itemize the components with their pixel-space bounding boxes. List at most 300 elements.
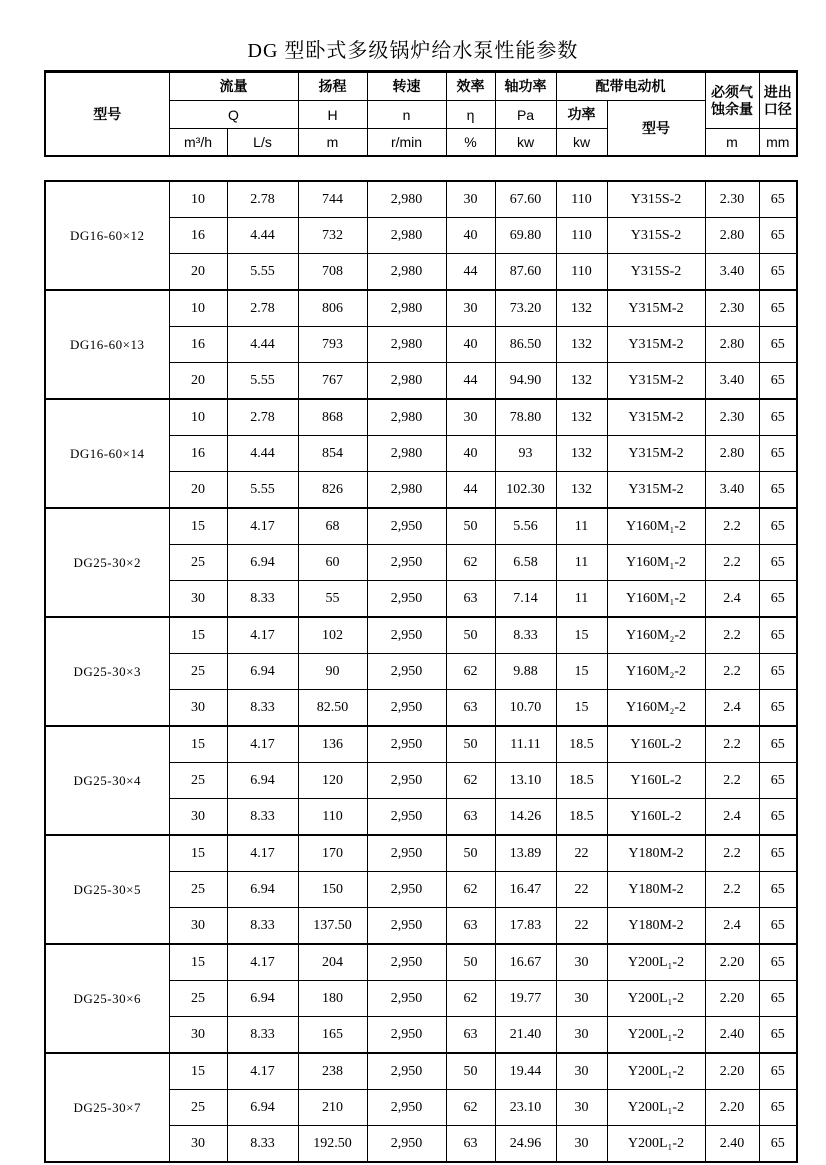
efficiency-cell: 62: [446, 654, 495, 690]
efficiency-cell: 50: [446, 726, 495, 763]
npsh-cell: 2.80: [705, 327, 759, 363]
speed-cell: 2,950: [367, 581, 446, 618]
head-cell: 210: [298, 1090, 367, 1126]
flow-ls-cell: 4.17: [227, 726, 298, 763]
efficiency-cell: 62: [446, 981, 495, 1017]
header-speed: 转速: [367, 72, 446, 101]
head-cell: 767: [298, 363, 367, 400]
flow-ls-cell: 5.55: [227, 363, 298, 400]
npsh-cell: 2.4: [705, 690, 759, 727]
port-cell: 65: [759, 763, 797, 799]
motor-power-cell: 22: [556, 872, 607, 908]
efficiency-cell: 62: [446, 872, 495, 908]
motor-model-cell: Y315M-2: [607, 363, 705, 400]
flow-ls-cell: 4.17: [227, 835, 298, 872]
npsh-cell: 2.2: [705, 654, 759, 690]
motor-power-cell: 132: [556, 327, 607, 363]
efficiency-cell: 30: [446, 399, 495, 436]
motor-power-cell: 11: [556, 545, 607, 581]
port-cell: 65: [759, 472, 797, 509]
port-cell: 65: [759, 944, 797, 981]
unit-ls: L/s: [227, 129, 298, 157]
speed-cell: 2,950: [367, 908, 446, 945]
flow-ls-cell: 8.33: [227, 581, 298, 618]
motor-power-cell: 22: [556, 908, 607, 945]
efficiency-cell: 63: [446, 908, 495, 945]
port-cell: 65: [759, 508, 797, 545]
header-npsh: [705, 72, 759, 129]
table-row: [45, 617, 797, 654]
flow-ls-cell: 6.94: [227, 981, 298, 1017]
port-cell: 65: [759, 181, 797, 218]
shaft-power-cell: 19.77: [495, 981, 556, 1017]
motor-power-cell: 132: [556, 399, 607, 436]
flow-m3h-cell: 25: [169, 872, 227, 908]
npsh-cell: 2.20: [705, 1053, 759, 1090]
table-row: [45, 944, 797, 981]
flow-ls-cell: 6.94: [227, 872, 298, 908]
head-cell: 150: [298, 872, 367, 908]
head-cell: 68: [298, 508, 367, 545]
pump-model-cell: DG25-30×2: [45, 508, 169, 617]
npsh-cell: 3.40: [705, 254, 759, 291]
port-cell: 65: [759, 1090, 797, 1126]
head-cell: 180: [298, 981, 367, 1017]
port-cell: 65: [759, 363, 797, 400]
head-cell: 793: [298, 327, 367, 363]
header-flow: 流量: [169, 72, 298, 101]
shaft-power-cell: 19.44: [495, 1053, 556, 1090]
port-cell: 65: [759, 617, 797, 654]
table-row: [45, 1053, 797, 1090]
pump-model-cell: DG25-30×6: [45, 944, 169, 1053]
body-table: [44, 180, 798, 1163]
unit-motor-kw: kw: [556, 129, 607, 157]
motor-model-cell: Y315M-2: [607, 327, 705, 363]
flow-ls-cell: 6.94: [227, 763, 298, 799]
shaft-power-cell: 94.90: [495, 363, 556, 400]
flow-m3h-cell: 25: [169, 763, 227, 799]
head-cell: 82.50: [298, 690, 367, 727]
motor-power-cell: 30: [556, 1090, 607, 1126]
efficiency-cell: 50: [446, 1053, 495, 1090]
motor-model-cell: Y160M₂-2: [607, 654, 705, 690]
flow-ls-cell: 8.33: [227, 1017, 298, 1054]
efficiency-cell: 40: [446, 436, 495, 472]
motor-power-cell: 132: [556, 290, 607, 327]
motor-power-cell: 132: [556, 436, 607, 472]
head-cell: 165: [298, 1017, 367, 1054]
shaft-power-cell: 93: [495, 436, 556, 472]
motor-power-cell: 15: [556, 617, 607, 654]
port-cell: 65: [759, 218, 797, 254]
speed-cell: 2,950: [367, 1090, 446, 1126]
npsh-cell: 2.40: [705, 1126, 759, 1163]
header-port-line2: 口径: [763, 100, 792, 117]
port-cell: 65: [759, 981, 797, 1017]
speed-cell: 2,980: [367, 436, 446, 472]
flow-m3h-cell: 15: [169, 835, 227, 872]
flow-m3h-cell: 20: [169, 254, 227, 291]
shaft-power-cell: 73.20: [495, 290, 556, 327]
flow-ls-cell: 6.94: [227, 1090, 298, 1126]
table-row: [45, 508, 797, 545]
speed-cell: 2,950: [367, 872, 446, 908]
motor-model-cell: Y160L-2: [607, 799, 705, 836]
shaft-power-cell: 13.10: [495, 763, 556, 799]
head-cell: 110: [298, 799, 367, 836]
header-motor-model: 型号: [607, 101, 705, 157]
efficiency-cell: 62: [446, 545, 495, 581]
unit-rmin: r/min: [367, 129, 446, 157]
speed-cell: 2,980: [367, 254, 446, 291]
unit-port-mm: mm: [759, 129, 797, 157]
motor-power-cell: 110: [556, 181, 607, 218]
motor-model-cell: Y160L-2: [607, 763, 705, 799]
speed-cell: 2,950: [367, 726, 446, 763]
motor-model-cell: Y160M₁-2: [607, 581, 705, 618]
speed-cell: 2,950: [367, 545, 446, 581]
body-table-rows: [45, 181, 797, 1162]
shaft-power-cell: 9.88: [495, 654, 556, 690]
flow-ls-cell: 4.44: [227, 327, 298, 363]
speed-cell: 2,950: [367, 799, 446, 836]
efficiency-cell: 44: [446, 363, 495, 400]
speed-cell: 2,950: [367, 944, 446, 981]
header-npsh-line2: 蚀余量: [711, 100, 753, 117]
motor-power-cell: 132: [556, 363, 607, 400]
efficiency-cell: 30: [446, 181, 495, 218]
flow-ls-cell: 4.44: [227, 436, 298, 472]
npsh-cell: 2.2: [705, 835, 759, 872]
motor-model-cell: Y160L-2: [607, 726, 705, 763]
efficiency-cell: 30: [446, 290, 495, 327]
flow-m3h-cell: 25: [169, 1090, 227, 1126]
pump-model-cell: DG16-60×14: [45, 399, 169, 508]
unit-shaft-kw: kw: [495, 129, 556, 157]
efficiency-cell: 63: [446, 1017, 495, 1054]
speed-cell: 2,950: [367, 981, 446, 1017]
efficiency-cell: 63: [446, 1126, 495, 1163]
npsh-cell: 2.30: [705, 399, 759, 436]
header-table: [44, 70, 798, 157]
flow-m3h-cell: 30: [169, 581, 227, 618]
flow-ls-cell: 2.78: [227, 290, 298, 327]
port-cell: 65: [759, 399, 797, 436]
shaft-power-cell: 24.96: [495, 1126, 556, 1163]
flow-m3h-cell: 10: [169, 399, 227, 436]
port-cell: 65: [759, 654, 797, 690]
motor-power-cell: 132: [556, 472, 607, 509]
shaft-power-cell: 7.14: [495, 581, 556, 618]
shaft-power-cell: 10.70: [495, 690, 556, 727]
header-motor-power: 功率: [556, 101, 607, 129]
motor-power-cell: 110: [556, 254, 607, 291]
speed-cell: 2,950: [367, 508, 446, 545]
flow-m3h-cell: 25: [169, 981, 227, 1017]
table-row: [45, 290, 797, 327]
speed-cell: 2,950: [367, 763, 446, 799]
flow-ls-cell: 4.17: [227, 617, 298, 654]
motor-model-cell: Y180M-2: [607, 908, 705, 945]
npsh-cell: 3.40: [705, 363, 759, 400]
head-cell: 170: [298, 835, 367, 872]
shaft-power-cell: 13.89: [495, 835, 556, 872]
efficiency-cell: 44: [446, 254, 495, 291]
motor-model-cell: Y200L₁-2: [607, 981, 705, 1017]
motor-model-cell: Y160M₂-2: [607, 690, 705, 727]
speed-cell: 2,980: [367, 399, 446, 436]
shaft-power-cell: 102.30: [495, 472, 556, 509]
head-cell: 192.50: [298, 1126, 367, 1163]
motor-power-cell: 110: [556, 218, 607, 254]
flow-ls-cell: 8.33: [227, 799, 298, 836]
npsh-cell: 2.2: [705, 617, 759, 654]
motor-power-cell: 18.5: [556, 726, 607, 763]
header-head: 扬程: [298, 72, 367, 101]
speed-cell: 2,950: [367, 1053, 446, 1090]
flow-m3h-cell: 15: [169, 617, 227, 654]
flow-ls-cell: 4.17: [227, 944, 298, 981]
shaft-power-cell: 78.80: [495, 399, 556, 436]
motor-power-cell: 30: [556, 1126, 607, 1163]
speed-cell: 2,950: [367, 1126, 446, 1163]
npsh-cell: 2.30: [705, 181, 759, 218]
speed-cell: 2,980: [367, 181, 446, 218]
npsh-cell: 2.80: [705, 218, 759, 254]
speed-cell: 2,980: [367, 472, 446, 509]
header-speed-symbol: n: [367, 101, 446, 129]
header-shaft-power-symbol: Pa: [495, 101, 556, 129]
flow-ls-cell: 5.55: [227, 472, 298, 509]
efficiency-cell: 50: [446, 508, 495, 545]
efficiency-cell: 50: [446, 944, 495, 981]
port-cell: 65: [759, 908, 797, 945]
npsh-cell: 2.2: [705, 508, 759, 545]
motor-power-cell: 30: [556, 944, 607, 981]
motor-model-cell: Y200L₁-2: [607, 1090, 705, 1126]
speed-cell: 2,950: [367, 835, 446, 872]
efficiency-cell: 63: [446, 581, 495, 618]
head-cell: 120: [298, 763, 367, 799]
shaft-power-cell: 17.83: [495, 908, 556, 945]
flow-m3h-cell: 10: [169, 181, 227, 218]
table-row: [45, 835, 797, 872]
shaft-power-cell: 21.40: [495, 1017, 556, 1054]
motor-model-cell: Y200L₁-2: [607, 1126, 705, 1163]
head-cell: 60: [298, 545, 367, 581]
motor-power-cell: 11: [556, 581, 607, 618]
motor-power-cell: 11: [556, 508, 607, 545]
port-cell: 65: [759, 1126, 797, 1163]
flow-ls-cell: 6.94: [227, 654, 298, 690]
speed-cell: 2,980: [367, 290, 446, 327]
head-cell: 806: [298, 290, 367, 327]
flow-ls-cell: 4.17: [227, 1053, 298, 1090]
head-cell: 744: [298, 181, 367, 218]
flow-ls-cell: 4.17: [227, 508, 298, 545]
flow-ls-cell: 4.44: [227, 218, 298, 254]
shaft-power-cell: 86.50: [495, 327, 556, 363]
flow-ls-cell: 8.33: [227, 690, 298, 727]
motor-power-cell: 15: [556, 654, 607, 690]
pump-model-cell: DG25-30×3: [45, 617, 169, 726]
npsh-cell: 2.20: [705, 1090, 759, 1126]
flow-m3h-cell: 15: [169, 508, 227, 545]
efficiency-cell: 44: [446, 472, 495, 509]
flow-m3h-cell: 25: [169, 545, 227, 581]
flow-m3h-cell: 15: [169, 726, 227, 763]
npsh-cell: 3.40: [705, 472, 759, 509]
flow-m3h-cell: 20: [169, 472, 227, 509]
motor-model-cell: Y160M₂-2: [607, 617, 705, 654]
npsh-cell: 2.40: [705, 1017, 759, 1054]
port-cell: 65: [759, 545, 797, 581]
pump-model-cell: DG16-60×12: [45, 181, 169, 290]
flow-m3h-cell: 30: [169, 1017, 227, 1054]
header-efficiency: 效率: [446, 72, 495, 101]
efficiency-cell: 50: [446, 617, 495, 654]
shaft-power-cell: 16.47: [495, 872, 556, 908]
port-cell: 65: [759, 1017, 797, 1054]
port-cell: 65: [759, 835, 797, 872]
flow-m3h-cell: 20: [169, 363, 227, 400]
motor-model-cell: Y315M-2: [607, 290, 705, 327]
flow-m3h-cell: 30: [169, 908, 227, 945]
efficiency-cell: 40: [446, 327, 495, 363]
port-cell: 65: [759, 872, 797, 908]
flow-ls-cell: 8.33: [227, 1126, 298, 1163]
shaft-power-cell: 11.11: [495, 726, 556, 763]
unit-m3h: m³/h: [169, 129, 227, 157]
motor-model-cell: Y200L₁-2: [607, 1053, 705, 1090]
efficiency-cell: 50: [446, 835, 495, 872]
npsh-cell: 2.2: [705, 763, 759, 799]
flow-m3h-cell: 16: [169, 327, 227, 363]
table-row: [45, 399, 797, 436]
head-cell: 204: [298, 944, 367, 981]
header-efficiency-symbol: η: [446, 101, 495, 129]
flow-m3h-cell: 15: [169, 1053, 227, 1090]
head-cell: 102: [298, 617, 367, 654]
pump-model-cell: DG25-30×4: [45, 726, 169, 835]
header-motor-group: 配带电动机: [556, 72, 705, 101]
speed-cell: 2,980: [367, 327, 446, 363]
motor-model-cell: Y315S-2: [607, 254, 705, 291]
motor-model-cell: Y315M-2: [607, 472, 705, 509]
motor-power-cell: 18.5: [556, 799, 607, 836]
header-flow-symbol: Q: [169, 101, 298, 129]
motor-model-cell: Y180M-2: [607, 835, 705, 872]
flow-m3h-cell: 25: [169, 654, 227, 690]
head-cell: 55: [298, 581, 367, 618]
shaft-power-cell: 67.60: [495, 181, 556, 218]
speed-cell: 2,980: [367, 363, 446, 400]
motor-power-cell: 15: [556, 690, 607, 727]
motor-model-cell: Y160M₁-2: [607, 508, 705, 545]
npsh-cell: 2.20: [705, 981, 759, 1017]
shaft-power-cell: 14.26: [495, 799, 556, 836]
flow-ls-cell: 6.94: [227, 545, 298, 581]
motor-power-cell: 30: [556, 1017, 607, 1054]
efficiency-cell: 62: [446, 763, 495, 799]
motor-model-cell: Y315S-2: [607, 181, 705, 218]
shaft-power-cell: 16.67: [495, 944, 556, 981]
port-cell: 65: [759, 581, 797, 618]
flow-m3h-cell: 30: [169, 1126, 227, 1163]
port-cell: 65: [759, 254, 797, 291]
motor-model-cell: Y200L₁-2: [607, 1017, 705, 1054]
flow-m3h-cell: 30: [169, 690, 227, 727]
motor-model-cell: Y315M-2: [607, 436, 705, 472]
npsh-cell: 2.4: [705, 581, 759, 618]
motor-power-cell: 30: [556, 981, 607, 1017]
motor-power-cell: 22: [556, 835, 607, 872]
npsh-cell: 2.2: [705, 726, 759, 763]
flow-ls-cell: 8.33: [227, 908, 298, 945]
speed-cell: 2,950: [367, 654, 446, 690]
port-cell: 65: [759, 1053, 797, 1090]
flow-ls-cell: 2.78: [227, 181, 298, 218]
head-cell: 826: [298, 472, 367, 509]
page-title: DG 型卧式多级锅炉给水泵性能参数: [247, 40, 579, 62]
head-cell: 868: [298, 399, 367, 436]
flow-ls-cell: 2.78: [227, 399, 298, 436]
speed-cell: 2,950: [367, 1017, 446, 1054]
flow-ls-cell: 5.55: [227, 254, 298, 291]
speed-cell: 2,950: [367, 690, 446, 727]
port-cell: 65: [759, 290, 797, 327]
flow-m3h-cell: 16: [169, 218, 227, 254]
npsh-cell: 2.4: [705, 799, 759, 836]
header-port-line1: 进出: [763, 84, 792, 101]
port-cell: 65: [759, 726, 797, 763]
unit-npsh-m: m: [705, 129, 759, 157]
flow-m3h-cell: 10: [169, 290, 227, 327]
head-cell: 136: [298, 726, 367, 763]
port-cell: 65: [759, 799, 797, 836]
motor-power-cell: 18.5: [556, 763, 607, 799]
npsh-cell: 2.80: [705, 436, 759, 472]
motor-model-cell: Y200L₁-2: [607, 944, 705, 981]
motor-model-cell: Y160M₁-2: [607, 545, 705, 581]
flow-m3h-cell: 15: [169, 944, 227, 981]
head-cell: 90: [298, 654, 367, 690]
header-pump-model: 型号: [45, 72, 169, 157]
npsh-cell: 2.2: [705, 872, 759, 908]
head-cell: 238: [298, 1053, 367, 1090]
table-row: [45, 181, 797, 218]
shaft-power-cell: 69.80: [495, 218, 556, 254]
shaft-power-cell: 6.58: [495, 545, 556, 581]
head-cell: 137.50: [298, 908, 367, 945]
flow-m3h-cell: 16: [169, 436, 227, 472]
header-port: [759, 72, 797, 129]
header-head-symbol: H: [298, 101, 367, 129]
shaft-power-cell: 23.10: [495, 1090, 556, 1126]
port-cell: 65: [759, 436, 797, 472]
table-row: [45, 726, 797, 763]
efficiency-cell: 63: [446, 690, 495, 727]
efficiency-cell: 40: [446, 218, 495, 254]
npsh-cell: 2.4: [705, 908, 759, 945]
motor-model-cell: Y315M-2: [607, 399, 705, 436]
port-cell: 65: [759, 690, 797, 727]
shaft-power-cell: 87.60: [495, 254, 556, 291]
shaft-power-cell: 8.33: [495, 617, 556, 654]
speed-cell: 2,950: [367, 617, 446, 654]
pump-model-cell: DG25-30×7: [45, 1053, 169, 1162]
